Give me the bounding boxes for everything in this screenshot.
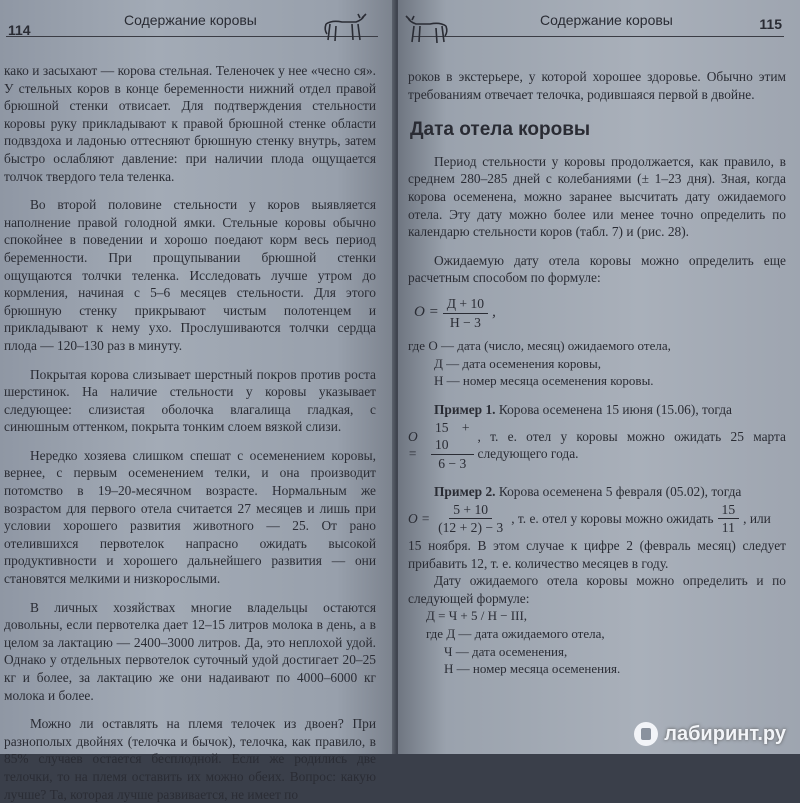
formula-tail: , (492, 304, 496, 321)
example-2-after: , т. е. отел у коровы можно ожидать (511, 511, 714, 527)
formula-lhs: О = (414, 304, 439, 321)
formula-secondary: Д = Ч + 5 / Н − III, (426, 608, 528, 624)
example-2-after-2: , или (743, 511, 771, 527)
formula-numerator: Д + 10 (443, 295, 488, 314)
right-page-number: 115 (759, 16, 782, 32)
cow-illustration-icon (322, 12, 368, 44)
example-2-formula (408, 501, 786, 537)
right-page-header (412, 10, 784, 37)
example-1-lhs: О = (408, 428, 418, 462)
section-title: Дата отела коровы (410, 119, 591, 141)
example-2-continuation: 15 ноября. В этом случае к цифре 2 (февраль месяц) следует прибавить 12, т. е. количество месяцев в году. (408, 538, 786, 571)
formula-denominator: Н − 3 (449, 314, 481, 330)
example-1-formula (408, 419, 786, 473)
cow-illustration-icon (404, 14, 450, 46)
left-paragraph-1: како и засыхают — корова стельная. Теленочек у нее «чесно ся». У стельных коров в конце беременности нижний отдел правой брюшной стенки отвисает. Для подтверждения стельности коровы руку прикладывают к правой брюшной стенке области подвздоха и ладонью оттесняют брюшную стенку внутрь, затем быстро ослабляют давление: при наличии плода ощущается толчок твердого тела теленка. (4, 63, 376, 184)
example-1-denominator: 6 − 3 (438, 455, 467, 471)
example-2-denominator: (12 + 2) − 3 (438, 520, 504, 536)
left-header-title: Содержание коровы (124, 12, 257, 28)
formula-fraction (443, 295, 488, 331)
right-intro: роков в экстерьере, у которой хорошее здоровье. Обычно этим требованиям отвечает телочка, родившаяся первой в двойне. (408, 69, 786, 102)
right-paragraph-3: Дату ожидаемого отела коровы можно определить и по следующей формуле: (408, 573, 786, 606)
left-page (0, 0, 396, 802)
left-paragraph-4: Нередко хозяева слишком спешат с осеменением коровы, вернее, с первым осеменением телки, и она производит потомство в 19–20-месячном возрасте. Нормальным же возрастом для первого отела считается 27 месяцев и лишь при условии хорошего развития животного — 25. От рано отелившихся первотелок напрасно ожидать высокой продуктивности и хорошего дальнейшего развития — они становятся мелкими и низкорослыми. (4, 447, 376, 587)
left-page-number: 114 (8, 22, 31, 38)
example-1-text: Корова осеменена 15 июня (15.06), тогда (498, 401, 732, 417)
right-page-body (408, 68, 786, 678)
left-paragraph-2: Во второй половине стельности у коров выявляется наполнение правой голодной ямки. Стельные коровы обычно спокойнее в поведении и хорошо поедают корм весь период беременности. При прощупывании брюшной стенки ощущаются толчки теленка. Исследовать лучше утром до кормления, начиная с 5–6 месяцев стельности. Для этого брюшную стенку прикрывают чистым полотенцем и прикладывают к нему ухо. Прослушиваются толчки сердца плода — 120–130 раз в минуту. (4, 197, 376, 353)
legend2-line-3: Н — номер месяца осеменения. (444, 661, 621, 677)
legend-line-3: Н — номер месяца осеменения коровы. (434, 373, 654, 389)
right-header-title: Содержание коровы (540, 12, 673, 28)
labirint-logo-icon (634, 722, 658, 746)
example-2-numerator: 5 + 10 (449, 501, 492, 520)
legend-line-1: где О — дата (число, месяц) ожидаемого отела, (408, 338, 671, 354)
example-2-label: Пример 2. (434, 484, 496, 500)
left-paragraph-6: Можно ли оставлять на племя телочек из двоен? При разнополых двойнях (телочка и бычок), телочка, как правило, в 85% случаев остается бесплодной. Если же родились две телочки, то на племя оставить их можно обеих. Вопрос: какую лучше? Та, которая лучше развивается, не имеет по (4, 716, 376, 802)
legend-line-2: Д — дата осеменения коровы, (434, 355, 601, 371)
example-1-fraction (431, 419, 474, 473)
right-page (398, 0, 800, 754)
left-paragraph-5: В личных хозяйствах многие владельцы остаются довольны, если первотелка дает 12–15 литров молока в день, а в целом за лактацию — 2400–3000 литров. Да, это неплохой удой. Однако у отдельных первотелок суточный удой достигает 20–25 кг и более, за лактацию же они надаивают по 4000–6000 кг молока и более. (4, 599, 376, 703)
example-1-numerator: 15 + 10 (431, 419, 474, 455)
left-page-body (4, 62, 376, 803)
watermark-text: лабиринт.ру (664, 722, 786, 745)
left-paragraph-3: Покрытая корова слизывает шерстный покров против роста шерстинок. На наличие стельности у коровы указывает следующее: слизистая оболочка влагалища гладкая, с синюшным оттенком, покрыта тонким слоем вязкой слизи. (4, 366, 376, 435)
example-2-result-denominator: 11 (721, 520, 735, 536)
example-1-label: Пример 1. (434, 401, 496, 417)
example-2-lhs: О = (408, 511, 431, 527)
legend2-line-1: где Д — дата ожидаемого отела, (426, 626, 605, 642)
example-2-text: Корова осеменена 5 февраля (05.02), тогда (498, 484, 742, 500)
right-paragraph-2: Ожидаемую дату отела коровы можно определить еще расчетным способом по формуле: (408, 252, 786, 286)
legend2-line-2: Ч — дата осеменения, (444, 643, 568, 659)
example-1-after: , т. е. отел у коровы можно ожидать 25 марта следующего года. (477, 428, 786, 462)
example-2-fraction (434, 501, 507, 537)
example-1-intro (408, 401, 786, 419)
formula-main (414, 295, 786, 331)
example-2-result-numerator: 15 (718, 501, 740, 520)
example-2-result-fraction (718, 501, 740, 537)
right-paragraph-1: Период стельности у коровы продолжается, как правило, в среднем 280–285 дней с колебаниями (± 1–23 дня). Зная, когда корова осеменена, можно заранее высчитать дату ожидаемого отела. Эту дату можно более или менее точно определить по календарю стельности коров (табл. 7) и (рис. 28). (408, 153, 786, 240)
labirint-watermark (634, 722, 786, 746)
example-2-intro (408, 483, 786, 501)
